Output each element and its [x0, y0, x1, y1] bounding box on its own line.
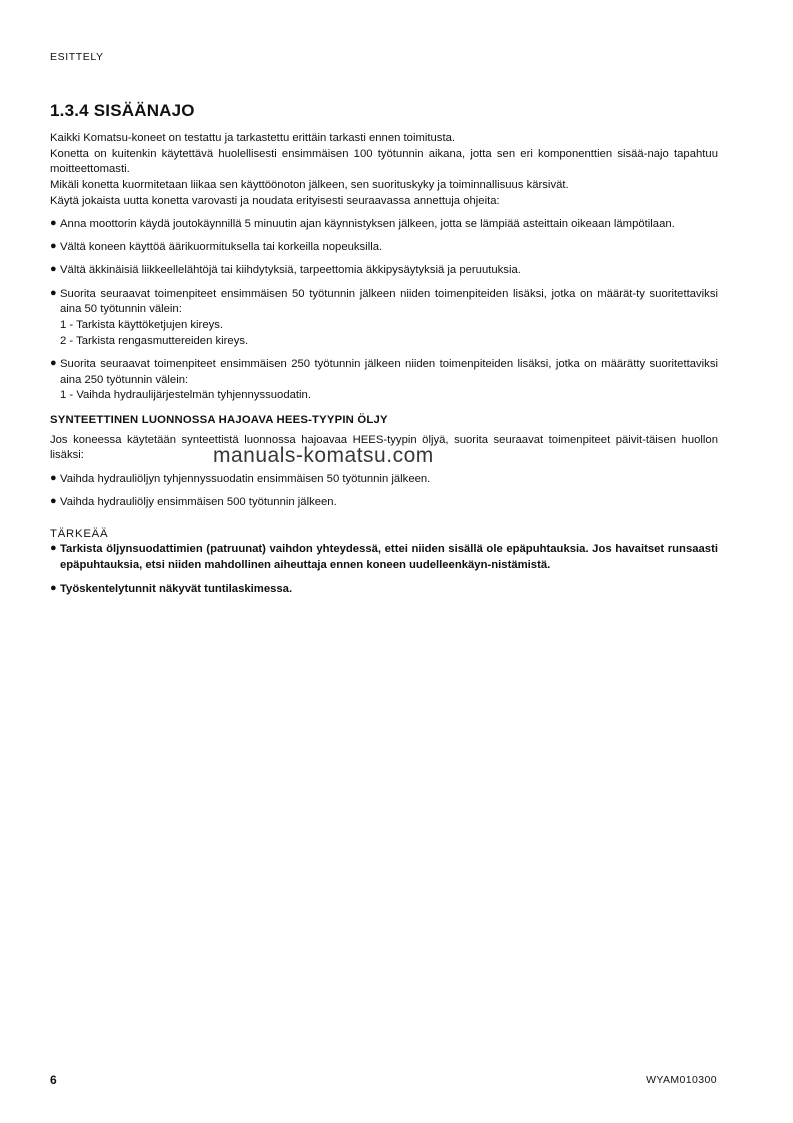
page-title: 1.3.4 SISÄÄNAJO: [50, 101, 195, 120]
list-item: [50, 495, 718, 511]
list-item-text: Vaihda hydrauliöljyn tyhjennyssuodatin ensimmäisen 50 työtunnin jälkeen.: [60, 472, 431, 485]
sub-step: 1 - Vaihda hydraulijärjestelmän tyhjennyssuodatin.: [60, 389, 311, 402]
sub-step: 2 - Tarkista rengasmuttereiden kireys.: [60, 334, 249, 347]
list-item: [50, 582, 718, 598]
instruction-list: [50, 217, 718, 404]
list-item-text: Suorita seuraavat toimenpiteet ensimmäisen 50 työtunnin jälkeen niiden toimenpiteiden lisäksi, jotka on määrät-ty suoritettaviksi aina 50 työtunnin välein:: [60, 287, 718, 316]
watermark: manuals-komatsu.com: [213, 444, 434, 467]
section-label: ESITTELY: [50, 51, 104, 63]
intro-paragraph: Konetta on kuitenkin käytettävä huolellisesti ensimmäisen 100 työtunnin aikana, jotta sen eri komponenttien sisää-najo tapahtuu moitteettomasti.: [50, 147, 718, 176]
list-item: [50, 287, 718, 350]
intro-paragraph: Kaikki Komatsu-koneet on testattu ja tarkastettu erittäin tarkasti ennen toimitusta.: [50, 132, 456, 144]
bullet-icon: ●: [50, 581, 57, 594]
important-list: [50, 542, 718, 597]
intro-paragraph: Mikäli konetta kuormitetaan liikaa sen käyttöönoton jälkeen, sen suorituskyky ja toiminnallisuus kärsivät.: [50, 179, 569, 192]
sub-step: 1 - Tarkista käyttöketjujen kireys.: [60, 319, 224, 332]
list-item: [50, 240, 718, 256]
list-item-text: Suorita seuraavat toimenpiteet ensimmäisen 250 työtunnin jälkeen niiden toimenpiteiden lisäksi, jotka on määrätty suoritettaviksi aina 250 työtunnin välein:: [60, 357, 718, 386]
important-heading: TÄRKEÄÄ: [50, 527, 109, 540]
body-content: [50, 131, 718, 597]
list-item-text: Tarkista öljynsuodattimien (patruunat) vaihdon yhteydessä, ettei niiden sisällä ole epäpuhtauksia. Jos havaitset runsaasti epäpuhtauksia, etsi niiden mahdollinen aiheuttaja ennen koneen uudelleenkäyn-nistämistä.: [60, 543, 718, 571]
list-item: [50, 263, 718, 279]
page-number: 6: [50, 1073, 57, 1087]
list-item: [50, 357, 718, 404]
intro-paragraph: Käytä jokaista uutta konetta varovasti ja noudata erityisesti seuraavassa annettuja ohjeita:: [50, 194, 500, 207]
document-code: WYAM010300: [646, 1074, 717, 1086]
bullet-icon: ●: [50, 494, 57, 507]
list-item-text: Vältä äkkinäisiä liikkeellelähtöjä tai kiihdytyksiä, tarpeettomia äkkipysäytyksiä ja peruutuksia.: [60, 264, 521, 277]
list-item: [50, 542, 718, 573]
list-item-text: Työskentelytunnit näkyvät tuntilaskimessa.: [60, 582, 293, 595]
list-item-text: Anna moottorin käydä joutokäynnillä 5 minuutin ajan käynnistyksen jälkeen, jotta se lämpiää asteittain oikeaan lämpötilaan.: [60, 218, 675, 231]
bullet-icon: ●: [50, 217, 57, 230]
synthetic-oil-heading: SYNTEETTINEN LUONNOSSA HAJOAVA HEES-TYYPIN ÖLJY: [50, 414, 388, 427]
list-item-text: Vältä koneen käyttöä äärikuormituksella tai korkeilla nopeuksilla.: [60, 241, 383, 254]
synthetic-oil-paragraph: Jos koneessa käytetään synteettistä luonnossa hajoavaa HEES-tyypin öljyä, suorita seuraavat toimenpiteet päivit-täisen huollon lisäksi:: [50, 433, 718, 462]
bullet-icon: ●: [50, 240, 57, 253]
bullet-icon: ●: [50, 286, 57, 299]
list-item-text: Vaihda hydrauliöljy ensimmäisen 500 työtunnin jälkeen.: [60, 495, 337, 508]
list-item: [50, 472, 718, 488]
bullet-icon: ●: [50, 356, 57, 369]
list-item: [50, 217, 718, 233]
bullet-icon: ●: [50, 542, 57, 555]
bullet-icon: ●: [50, 263, 57, 276]
bullet-icon: ●: [50, 471, 57, 484]
synthetic-oil-list: [50, 472, 718, 511]
